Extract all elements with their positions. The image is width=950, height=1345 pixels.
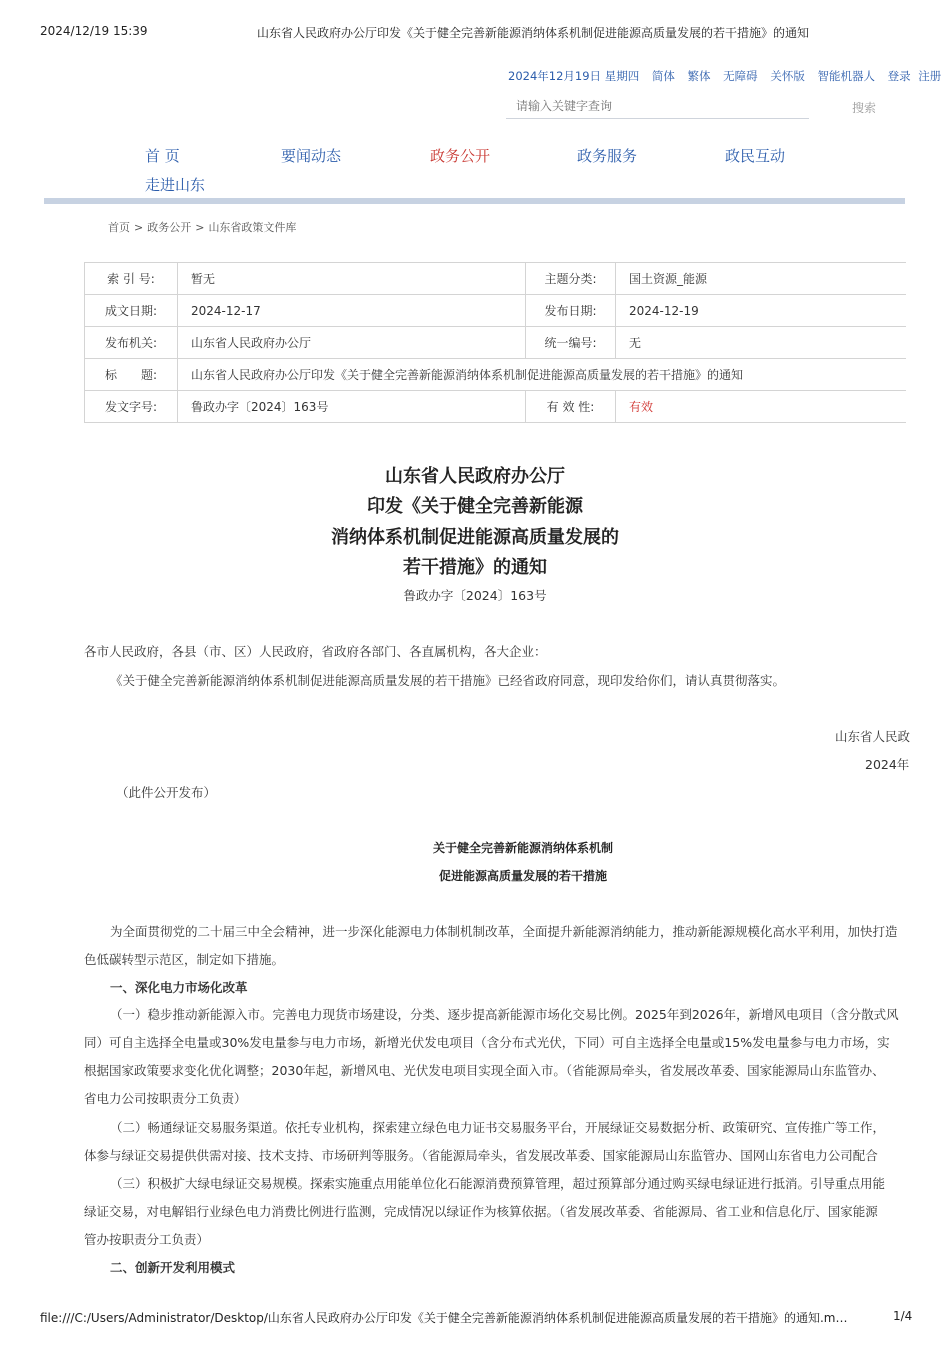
meta-pub-label: 发布日期: [526,295,616,327]
link-login[interactable]: 登录 [887,69,911,83]
body-line: （一）稳步推动新能源入市。完善电力现货市场建设，分类、逐步提高新能源市场化交易比例。2025年到2026年，新增风电项目（含分散式风 [110,1007,899,1022]
breadcrumb [108,219,296,235]
measures-title-line-2: 促进能源高质量发展的若干措施 [438,869,607,883]
table-row [85,327,906,359]
meta-docno-value: 鲁政办字〔2024〕163号 [178,391,526,423]
link-care-mode[interactable]: 关怀版 [770,69,805,83]
document-title-line-2: 印发《关于健全完善新能源 [367,496,583,517]
link-smart-robot[interactable]: 智能机器人 [817,69,875,83]
nav-government-affairs[interactable]: 政务公开 [430,147,491,165]
document-number: 鲁政办字〔2024〕163号 [403,588,547,603]
table-row [85,359,906,391]
body-line: 同）可自主选择全电量或30%发电量参与电力市场，新增光伏发电项目（含分布式光伏，下同）可自主选择全电量或15%发电量参与电力市场，实 [84,1035,890,1050]
meta-docno-label: 发文字号: [85,391,178,423]
nav-news[interactable]: 要闻动态 [281,147,342,165]
meta-org-value: 山东省人民政府办公厅 [178,327,526,359]
nav-interaction[interactable]: 政民互动 [725,147,786,165]
nav-home[interactable]: 首 页 [145,147,180,165]
meta-topic-value: 国土资源_能源 [616,263,906,295]
nav-government-services[interactable]: 政务服务 [577,147,638,165]
link-simplified[interactable]: 简体 [651,69,675,83]
intro-paragraph: 《关于健全完善新能源消纳体系机制促进能源高质量发展的若干措施》已经省政府同意，现印发给你们，请认真贯彻落实。 [110,673,786,688]
publish-note: （此件公开发布） [116,785,217,800]
breadcrumb-gov-affairs[interactable]: 政务公开 [147,221,192,234]
top-links-bar [508,68,941,84]
search-button[interactable]: 搜索 [852,101,877,115]
table-row [85,391,906,423]
salutation: 各市人民政府，各县（市、区）人民政府，省政府各部门、各直属机构，各大企业： [84,644,547,659]
body-line: 省电力公司按职责分工负责） [84,1091,247,1106]
meta-topic-label: 主题分类: [526,263,616,295]
body-line: 根据国家政策要求变化优化调整；2030年起，新增风电、光伏发电项目实现全面入市。（省能源局牵头，省发展改革委、国家能源局山东监管办、 [84,1063,885,1078]
breadcrumb-separator: > [195,221,205,234]
nav-about-shandong[interactable]: 走进山东 [145,176,206,194]
meta-title-label: 标 题: [85,359,178,391]
print-page-number: 1/4 [893,1309,913,1323]
link-register[interactable]: 注册 [918,69,942,83]
print-datetime: 2024/12/19 15:39 [40,24,148,38]
print-file-path: file:///C:/Users/Administrator/Desktop/山东省人民政府办公厅印发《关于健全完善新能源消纳体系机制促进能源高质量发展的若干措施》的通知.m… [40,1311,848,1325]
document-meta-table [84,262,906,423]
breadcrumb-policy-library[interactable]: 山东省政策文件库 [208,221,297,234]
search-box [506,96,809,119]
section-heading-1: 一、深化电力市场化改革 [110,980,248,995]
table-row [85,295,906,327]
meta-valid-value: 有效 [616,391,906,423]
current-date: 2024年12月19日 星期四 [508,69,640,83]
table-row [85,263,906,295]
meta-date-value: 2024-12-17 [178,295,526,327]
body-line: 体参与绿证交易提供供需对接、技术支持、市场研判等服务。（省能源局牵头，省发展改革委、国家能源局山东监管办、国网山东省电力公司配合 [84,1148,878,1163]
measures-title-line-1: 关于健全完善新能源消纳体系机制 [432,841,613,855]
meta-org-label: 发布机关: [85,327,178,359]
body-line: 绿证交易，对电解铝行业绿色电力消费比例进行监测，完成情况以绿证作为核算依据。（省发展改革委、省能源局、省工业和信息化厅、国家能源 [84,1204,878,1219]
search-input[interactable] [506,96,806,116]
body-line: （三）积极扩大绿电绿证交易规模。探索实施重点用能单位化石能源消费预算管理，超过预算部分通过购买绿电绿证进行抵消。引导重点用能 [110,1176,886,1191]
meta-valid-label: 有 效 性: [526,391,616,423]
meta-index-label: 索 引 号: [85,263,178,295]
print-page-title: 山东省人民政府办公厅印发《关于健全完善新能源消纳体系机制促进能源高质量发展的若干措施》的通知 [257,26,810,40]
breadcrumb-separator: > [134,221,144,234]
link-traditional[interactable]: 繁体 [687,69,711,83]
body-line: 管办按职责分工负责） [84,1232,210,1247]
meta-code-value: 无 [616,327,906,359]
signature-date: 2024年 [865,757,910,772]
breadcrumb-home[interactable]: 首页 [108,221,130,234]
body-line: （二）畅通绿证交易服务渠道。依托专业机构，探索建立绿色电力证书交易服务平台，开展绿证交易数据分析、政策研究、宣传推广等工作， [110,1120,886,1135]
section-heading-2: 二、创新开发利用模式 [110,1260,236,1275]
body-line: 为全面贯彻党的二十届三中全会精神，进一步深化能源电力体制机制改革，全面提升新能源消纳能力，推动新能源规模化高水平利用，加快打造 [110,924,898,939]
signature-org: 山东省人民政 [835,729,911,744]
meta-title-value: 山东省人民政府办公厅印发《关于健全完善新能源消纳体系机制促进能源高质量发展的若干措施》的通知 [178,359,906,391]
meta-date-label: 成文日期: [85,295,178,327]
meta-pub-value: 2024-12-19 [616,295,906,327]
link-accessibility[interactable]: 无障碍 [723,69,758,83]
meta-code-label: 统一编号: [526,327,616,359]
nav-divider-bar [44,198,905,204]
document-title-line-3: 消纳体系机制促进能源高质量发展的 [331,527,619,548]
body-line: 色低碳转型示范区，制定如下措施。 [84,952,285,967]
document-title-line-4: 若干措施》的通知 [403,557,547,578]
meta-index-value: 暂无 [178,263,526,295]
document-title-line-1: 山东省人民政府办公厅 [385,466,565,487]
